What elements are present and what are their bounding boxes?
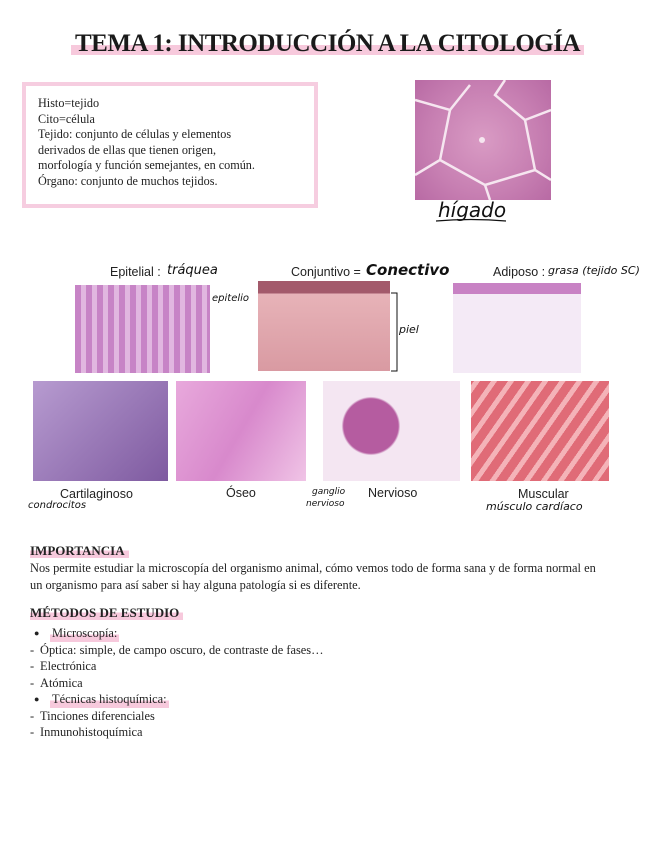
list-item: - Electrónica <box>30 659 97 673</box>
conjuntivo-micrograph <box>258 281 390 371</box>
adiposo-label: Adiposo : <box>493 265 546 279</box>
cartilaginoso-note: condrocitos <box>28 500 87 511</box>
metodos-list <box>30 625 324 741</box>
epitelial-note: tráquea <box>167 263 218 278</box>
underline-stroke <box>436 218 506 224</box>
epitelial-label: Epitelial : <box>110 265 161 279</box>
list-item: - Óptica: simple, de campo oscuro, de contraste de fases… <box>30 642 324 657</box>
oseo-label: Óseo <box>226 486 256 500</box>
liver-micrograph <box>415 80 551 200</box>
oseo-micrograph <box>176 381 306 481</box>
cartilaginoso-micrograph <box>33 381 168 481</box>
cartilaginoso-label: Cartilaginoso <box>60 487 133 501</box>
list-item: ● Microscopía: <box>34 626 118 640</box>
conjuntivo-side-right: piel <box>399 323 419 336</box>
muscular-note: músculo cardíaco <box>486 500 583 513</box>
adiposo-micrograph <box>453 283 581 373</box>
list-item: - Atómica <box>30 675 83 690</box>
nervioso-note-2: nervioso <box>306 499 345 509</box>
conjuntivo-note: Conectivo <box>366 261 450 279</box>
conjuntivo-side-left: epitelio <box>212 293 250 304</box>
list-item: ● Técnicas histoquímica: <box>34 692 167 706</box>
page-title: TEMA 1: INTRODUCCIÓN A LA CITOLOGÍA <box>0 30 655 58</box>
nervioso-micrograph <box>323 381 460 481</box>
list-item: - Inmunohistoquímica <box>30 725 143 739</box>
nervioso-label: Nervioso <box>368 486 418 500</box>
definition-line: morfología y función semejantes, en común. <box>38 158 255 172</box>
definition-line: Cito=célula <box>38 111 95 126</box>
muscular-micrograph <box>471 381 609 481</box>
muscular-label: Muscular <box>518 487 569 501</box>
metodos-heading: MÉTODOS DE ESTUDIO <box>30 605 183 621</box>
list-item: - Tinciones diferenciales <box>30 708 155 723</box>
definition-line: Histo=tejido <box>38 96 100 110</box>
definition-line: derivados de ellas que tienen origen, <box>38 142 217 157</box>
importancia-text: Nos permite estudiar la microscopía del organismo animal, cómo vemos todo de forma sana y de forma normal en un organismo para así saber si hay alguna patología si es diferente. <box>30 561 596 592</box>
adiposo-note: grasa (tejido SC) <box>548 264 640 277</box>
liver-handwritten-label: hígado <box>438 198 507 222</box>
definitions-box <box>22 82 318 208</box>
definition-line: Órgano: conjunto de muchos tejidos. <box>38 173 218 188</box>
importancia-heading: IMPORTANCIA <box>30 543 129 559</box>
definition-line: Tejido: conjunto de células y elementos <box>38 127 232 141</box>
epitelial-micrograph <box>75 285 210 373</box>
conjuntivo-label: Conjuntivo = <box>291 265 361 279</box>
nervioso-note-1: ganglio <box>312 487 346 497</box>
